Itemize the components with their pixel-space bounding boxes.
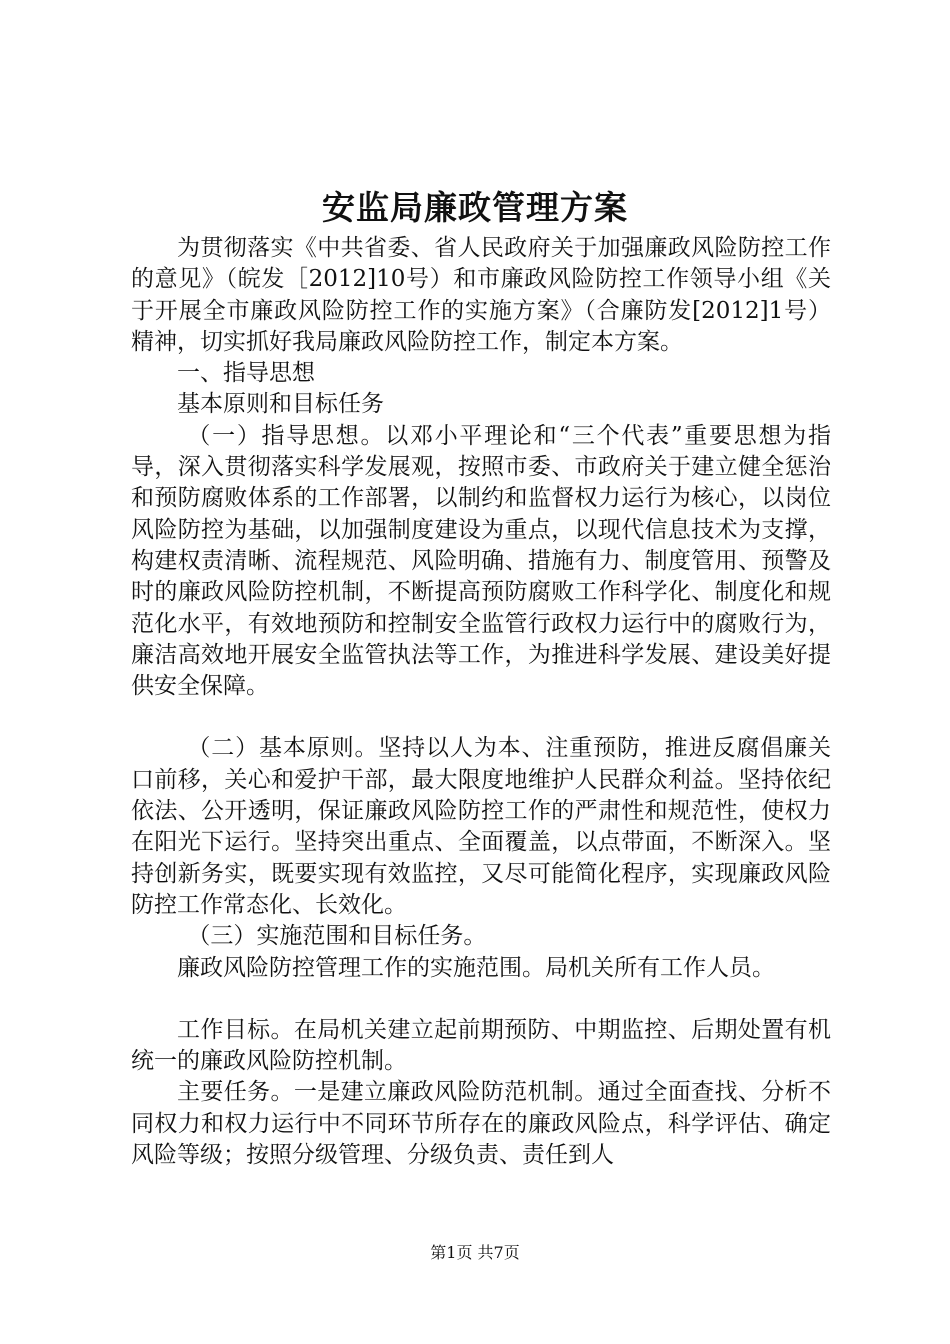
- paragraph-main-tasks: 主要任务。一是建立廉政风险防范机制。通过全面查找、分析不同权力和权力运行中不同环节所存在的廉政风险点，科学评估、确定风险等级；按照分级管理、分级负责、责任到人: [131, 1079, 831, 1169]
- paragraph-guiding-ideology: （一）指导思想。以邓小平理论和“三个代表”重要思想为指导，深入贯彻落实科学发展观，按照市委、市政府关于建立健全惩治和预防腐败体系的工作部署，以制约和监督权力运行为核心，以岗位风险防控为基础，以加强制度建设为重点，以现代信息技术为支撑，构建权责清晰、流程规范、风险明确、措施有力、制度管用、预警及时的廉政风险防控机制，不断提高预防腐败工作科学化、制度化和规范化水平，有效地预防和控制安全监管行政权力运行中的腐败行为，廉洁高效地开展安全监管执法等工作，为推进科学发展、建设美好提供安全保障。: [131, 422, 831, 700]
- paragraph-work-goal: 工作目标。在局机关建立起前期预防、中期监控、后期处置有机统一的廉政风险防控机制。: [131, 1016, 831, 1075]
- page-indicator: 第1页 共7页: [430, 1243, 520, 1262]
- paragraph-intro: 为贯彻落实《中共省委、省人民政府关于加强廉政风险防控工作的意见》（皖发［2012]10号）和市廉政风险防控工作领导小组《关于开展全市廉政风险防控工作的实施方案》（合廉防发[2012]1号）精神，切实抓好我局廉政风险防控工作，制定本方案。: [131, 235, 831, 355]
- paragraph-gap: [131, 702, 831, 733]
- document-body: [131, 233, 831, 1171]
- paragraph-gap: [131, 984, 831, 1015]
- paragraph-basic-principles: （二）基本原则。坚持以人为本、注重预防，推进反腐倡廉关口前移，关心和爱护干部，最大限度地维护人民群众利益。坚持依纪依法、公开透明，保证廉政风险防控工作的严肃性和规范性，使权力在阳光下运行。坚持突出重点、全面覆盖，以点带面，不断深入。坚持创新务实，既要实现有效监控，又尽可能简化程序，实现廉政风险防控工作常态化、长效化。: [131, 735, 831, 918]
- heading-guiding-ideology: 一、指导思想: [177, 360, 315, 387]
- heading-principles-goals: 基本原则和目标任务: [177, 391, 384, 418]
- paragraph-scope: 廉政风险防控管理工作的实施范围。局机关所有工作人员。: [177, 954, 775, 981]
- document-title: 安监局廉政管理方案: [322, 188, 628, 227]
- heading-scope-and-tasks: （三）实施范围和目标任务。: [187, 923, 487, 950]
